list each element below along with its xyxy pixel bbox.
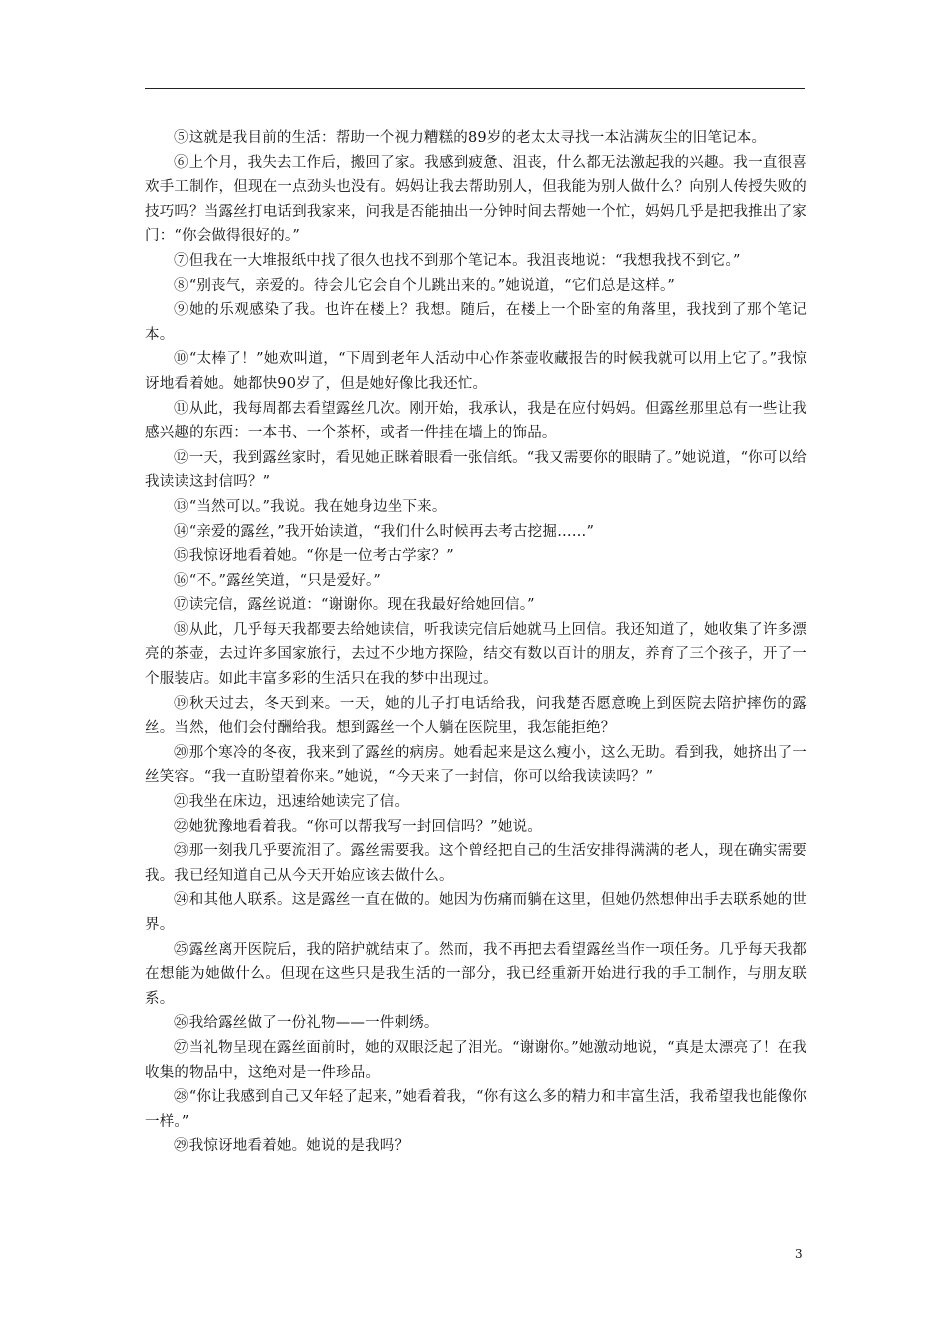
paragraph-22: ㉒她犹豫地看着我。“你可以帮我写一封回信吗？”她说。 [174, 818, 543, 835]
paragraph-29: ㉙我惊讶地看着她。她说的是我吗？ [174, 1138, 410, 1155]
paragraph-11: ⑪从此，我每周都去看望露丝几次。刚开始，我承认，我是在应付妈妈。但露丝那里总有一些让我感兴趣的东西：一本书、一个茶杯，或者一件挂在墙上的饰品。 [145, 400, 807, 442]
header-rule [145, 88, 805, 89]
paragraph-17: ⑰读完信，露丝说道：“谢谢你。现在我最好给她回信。” [174, 597, 535, 614]
paragraph-18: ⑱从此，几乎每天我都要去给她读信，听我读完信后她就马上回信。我还知道了，她收集了许多漂亮的茶壶，去过许多国家旅行，去过不少地方探险，结交有数以百计的朋友，养育了三个孩子，开了一个服装店。如此丰富多彩的生活只在我的梦中出现过。 [145, 621, 807, 688]
paragraph-23: ㉓那一刻我几乎要流泪了。露丝需要我。这个曾经把自己的生活安排得满满的老人，现在确实需要我。我已经知道自己从今天开始应该去做什么。 [145, 843, 807, 884]
paragraph-15: ⑮我惊讶地看着她。“你是一位考古学家？” [174, 548, 454, 565]
paragraph-24: ㉔和其他人联系。这是露丝一直在做的。她因为伤痛而躺在这里，但她仍然想伸出手去联系她的世界。 [145, 892, 807, 933]
paragraph-7: ⑦但我在一大堆报纸中找了很久也找不到那个笔记本。我沮丧地说：“我想我找不到它。” [174, 252, 741, 269]
paragraph-19: ⑲秋天过去，冬天到来。一天，她的儿子打电话给我，问我楚否愿意晚上到医院去陪护摔伤的露丝。当然，他们会付酬给我。想到露丝一个人躺在医院里，我怎能拒绝？ [145, 695, 807, 737]
page-number: 3 [795, 1247, 803, 1261]
paragraph-16: ⑯“不。”露丝笑道，“只是爱好。” [174, 572, 382, 589]
paragraph-9: ⑨她的乐观感染了我。也许在楼上？我想。随后，在楼上一个卧室的角落里，我找到了那个笔记本。 [145, 302, 807, 343]
paragraph-5: ⑤这就是我目前的生活：帮助一个视力糟糕的89岁的老太太寻找一本沾满灰尘的旧笔记本。 [174, 130, 767, 146]
paragraph-6: ⑥上个月，我失去工作后，搬回了家。我感到疲惫、沮丧，什么都无法激起我的兴趣。我一直很喜欢手工制作，但现在一点劲头也没有。妈妈让我去帮助别人，但我能为别人做什么？向别人传授失败的技巧吗？当露丝打电话到我家来，问我是否能抽出一分钟时间去帮她一个忙，妈妈几乎是把我推出了家门：“你会做得很好的。” [145, 154, 807, 245]
paragraph-14: ⑭“亲爱的露丝，”我开始读道，“我们什么时候再去考古挖掘……” [174, 523, 595, 540]
paragraph-20: ⑳那个寒冷的冬夜，我来到了露丝的病房。她看起来是这么瘦小，这么无助。看到我，她挤出了一丝笑容。“我一直盼望着你来。”她说，“今天来了一封信，你可以给我读读吗？” [145, 744, 807, 786]
paragraph-27: ㉗当礼物呈现在露丝面前时，她的双眼泛起了泪光。“谢谢你。”她激动地说，“真是太漂亮了！在我收集的物品中，这绝对是一件珍品。 [145, 1039, 807, 1081]
paragraph-25: ㉕露丝离开医院后，我的陪护就结束了。然而，我不再把去看望露丝当作一项任务。几乎每天我都在想能为她做什么。但现在这些只是我生活的一部分，我已经重新开始进行我的手工制作，与朋友联系。 [145, 941, 807, 1007]
paragraph-12: ⑫一天，我到露丝家时，看见她正眯着眼看一张信纸。“我又需要你的眼睛了。”她说道，“你可以给我读读这封信吗？” [145, 449, 807, 491]
paragraph-28: ㉘“你让我感到自己又年轻了起来，”她看着我，“你有这么多的精力和丰富生活，我希望我也能像你一样。” [145, 1089, 807, 1130]
paragraph-10: ⑩“太棒了！”她欢叫道，“下周到老年人活动中心作茶壶收藏报告的时候我就可以用上它了。”我惊讶地看着她。她都快90岁了，但是她好像比我还忙。 [145, 351, 807, 392]
paragraph-13: ⑬“当然可以。”我说。我在她身边坐下来。 [174, 498, 447, 515]
paragraph-8: ⑧“别丧气，亲爱的。待会儿它会自个儿跳出来的。”她说道，“它们总是这样。” [174, 277, 676, 294]
paragraph-26: ㉖我给露丝做了一份礼物——一件刺绣。 [174, 1015, 439, 1032]
paragraph-21: ㉑我坐在床边，迅速给她读完了信。 [174, 794, 410, 811]
document-body [145, 126, 807, 1159]
